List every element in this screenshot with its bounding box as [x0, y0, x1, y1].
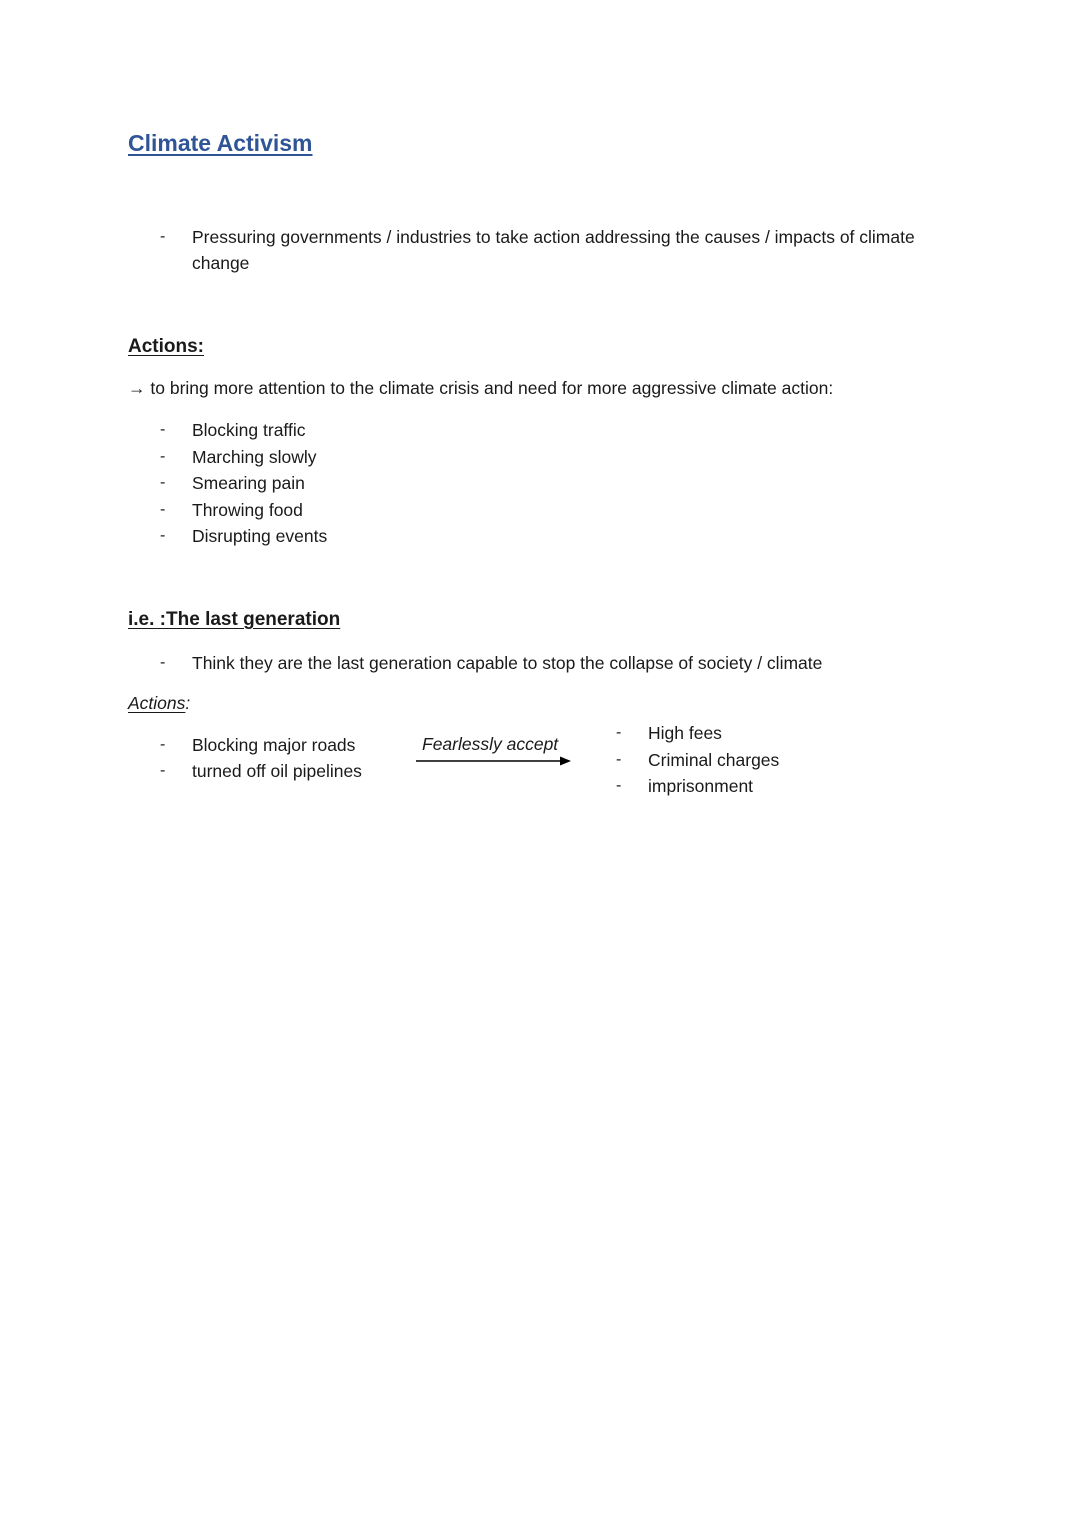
bullet-dash: - — [160, 474, 166, 491]
definition-line-1: Pressuring governments / industries to take action addressing the causes / impacts of climate — [192, 227, 915, 247]
bullet-dash: - — [160, 762, 166, 779]
bullet-dash: - — [160, 447, 166, 465]
list-item-text: imprisonment — [648, 776, 754, 796]
actions-intro — [128, 378, 833, 399]
bullet-dash: - — [160, 421, 166, 438]
bullet-dash: - — [160, 527, 166, 544]
list-item-text: Smearing pain — [192, 473, 305, 493]
bullet-dash: - — [616, 750, 622, 768]
example-description-text: Think they are the last generation capable to stop the collapse of society / climate — [192, 653, 823, 673]
list-item-text: Throwing food — [192, 499, 303, 520]
list-item-text: turned off oil pipelines — [192, 761, 362, 781]
list-item-text: Marching slowly — [192, 446, 317, 467]
example-actions-heading — [128, 693, 190, 714]
actions-intro-text: to bring more attention to the climate crisis and need for more aggressive climate action: — [150, 378, 834, 398]
definition-line-2: change — [192, 253, 250, 273]
bullet-dash: - — [160, 736, 166, 753]
arrow-label: Fearlessly accept — [422, 734, 559, 754]
example-actions-colon: : — [185, 693, 191, 713]
bullet-dash: - — [160, 500, 166, 518]
bullet-dash: - — [616, 777, 622, 794]
list-item-text: Blocking traffic — [192, 420, 306, 440]
list-item-text: Disrupting events — [192, 526, 328, 546]
arrow-right-icon — [414, 754, 574, 768]
bullet-dash: - — [160, 228, 166, 245]
list-item-text: Blocking major roads — [192, 735, 356, 755]
example-actions-label: Actions — [128, 693, 186, 713]
page-title: Climate Activism — [128, 130, 313, 156]
bullet-dash: - — [616, 724, 622, 741]
list-item-text: Criminal charges — [648, 749, 780, 770]
list-item-text: High fees — [648, 723, 722, 743]
arrow-right-icon: → — [128, 378, 146, 398]
example-heading: i.e. :The last generation — [128, 609, 341, 630]
bullet-dash: - — [160, 654, 166, 671]
actions-heading: Actions: — [128, 336, 204, 357]
definition-continuation — [192, 250, 249, 277]
